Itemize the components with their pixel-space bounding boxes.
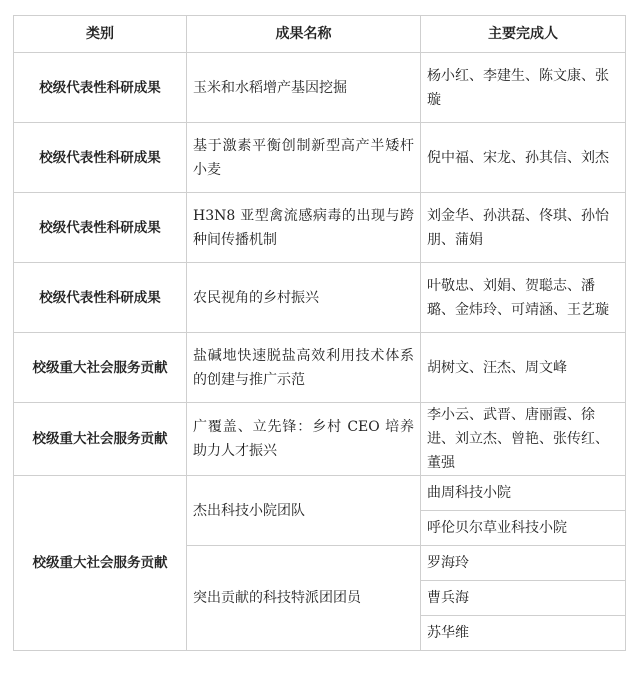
table-row (14, 403, 626, 476)
table-row (14, 123, 626, 193)
people-cell: 曹兵海 (421, 581, 626, 616)
category-cell: 校级重大社会服务贡献 (14, 403, 187, 476)
people-cell: 胡树文、汪杰、周文峰 (421, 333, 626, 403)
table-row (14, 476, 626, 511)
header-people: 主要完成人 (421, 16, 626, 53)
category-cell: 校级代表性科研成果 (14, 53, 187, 123)
header-category: 类别 (14, 16, 187, 53)
achievement-name-cell: 盐碱地快速脱盐高效利用技术体系的创建与推广示范 (187, 333, 421, 403)
table-row (14, 263, 626, 333)
people-cell: 曲周科技小院 (421, 476, 626, 511)
header-name: 成果名称 (187, 16, 421, 53)
category-cell: 校级代表性科研成果 (14, 123, 187, 193)
achievement-name-cell: H3N8 亚型禽流感病毒的出现与跨种间传播机制 (187, 193, 421, 263)
people-cell: 杨小红、李建生、陈文康、张璇 (421, 53, 626, 123)
achievement-name-cell: 杰出科技小院团队 (187, 476, 421, 546)
people-cell: 罗海玲 (421, 546, 626, 581)
people-cell: 苏华维 (421, 616, 626, 651)
category-cell: 校级代表性科研成果 (14, 193, 187, 263)
people-cell: 刘金华、孙洪磊、佟琪、孙怡朋、蒲娟 (421, 193, 626, 263)
achievement-name-cell: 农民视角的乡村振兴 (187, 263, 421, 333)
people-cell: 呼伦贝尔草业科技小院 (421, 511, 626, 546)
table-row (14, 53, 626, 123)
people-cell: 叶敬忠、刘娟、贺聪志、潘璐、金炜玲、可靖涵、王艺璇 (421, 263, 626, 333)
people-cell: 李小云、武晋、唐丽霞、徐进、刘立杰、曾艳、张传红、董强 (421, 403, 626, 476)
achievement-name-cell: 广覆盖、立先锋：乡村 CEO 培养助力人才振兴 (187, 403, 421, 476)
achievement-name-cell: 玉米和水稻增产基因挖掘 (187, 53, 421, 123)
achievement-name-cell: 突出贡献的科技特派团团员 (187, 546, 421, 651)
category-cell: 校级重大社会服务贡献 (14, 476, 187, 651)
category-cell: 校级重大社会服务贡献 (14, 333, 187, 403)
achievement-name-cell: 基于激素平衡创制新型高产半矮杆小麦 (187, 123, 421, 193)
table-row (14, 333, 626, 403)
header-row (14, 16, 626, 53)
category-cell: 校级代表性科研成果 (14, 263, 187, 333)
achievements-table (13, 15, 626, 651)
table-row (14, 193, 626, 263)
people-cell: 倪中福、宋龙、孙其信、刘杰 (421, 123, 626, 193)
